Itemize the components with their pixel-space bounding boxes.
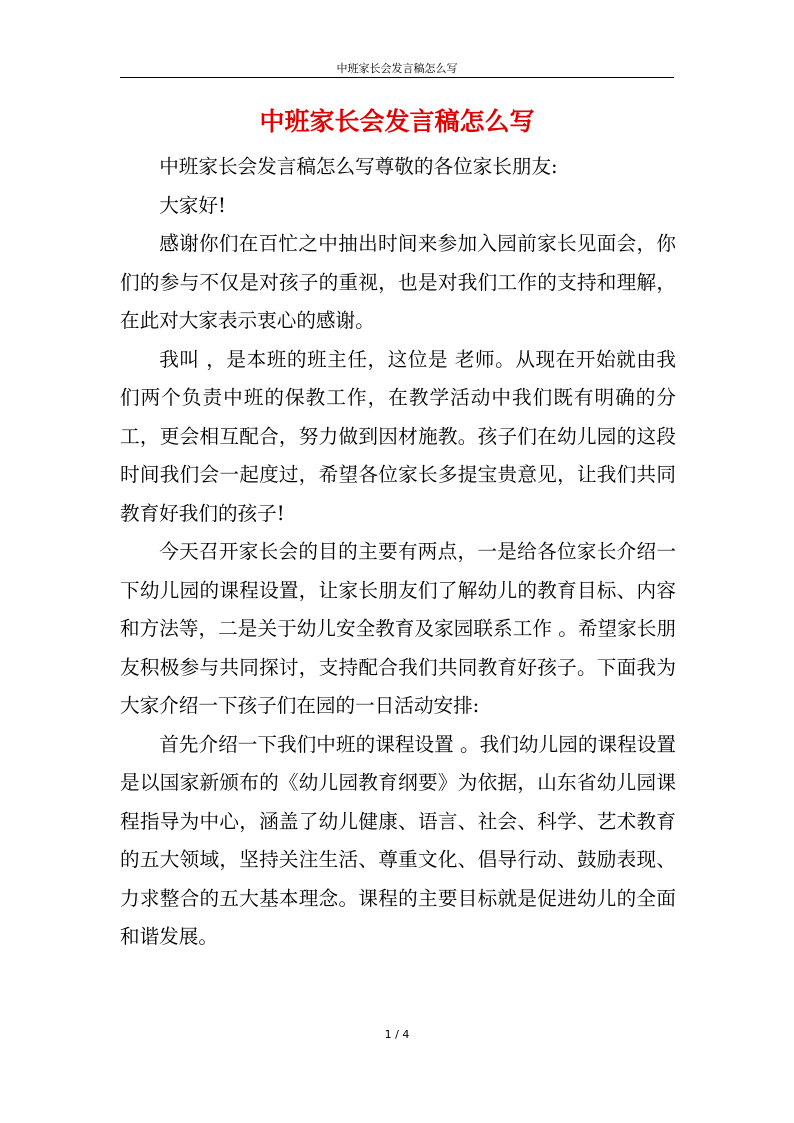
page-number: 1 / 4 xyxy=(384,1028,410,1041)
document-body xyxy=(120,148,676,957)
paragraph-thanks: 感谢你们在百忙之中抽出时间来参加入园前家长见面会，你们的参与不仅是对孩子的重视，也是对我们工作的支持和理解，在此对大家表示衷心的感谢。 xyxy=(120,232,676,332)
paragraph-greeting: 大家好! xyxy=(159,193,226,217)
paragraph-opening: 中班家长会发言稿怎么写尊敬的各位家长朋友: xyxy=(159,155,558,178)
paragraph-curriculum: 首先介绍一下我们中班的课程设置 。我们幼儿园的课程设置是以国家新颁布的《幼儿园教育纲要》为依据，山东省幼儿园课程指导为中心，涵盖了幼儿健康、语言、社会、科学、艺术教育的五大领域，坚持关注生活、尊重文化、倡导行动、鼓励表现、力求整合的五大基本理念。课程的主要目标就是促进幼儿的全面和谐发展。 xyxy=(120,732,676,948)
running-header: 中班家长会发言稿怎么写 xyxy=(336,62,458,75)
document-title: 中班家长会发言稿怎么写 xyxy=(259,107,535,136)
paragraph-introduction: 我叫 ，是本班的班主任，这位是 老师。从现在开始就由我们两个负责中班的保教工作，在教学活动中我们既有明确的分工，更会相互配合，努力做到因材施教。孩子们在幼儿园的这段时间我们会一起度过，希望各位家长多提宝贵意见，让我们共同教育好我们的孩子! xyxy=(120,347,676,525)
paragraph-purpose: 今天召开家长会的目的主要有两点，一是给各位家长介绍一下幼儿园的课程设置，让家长朋友们了解幼儿的教育目标、内容和方法等，二是关于幼儿安全教育及家园联系工作 。希望家长朋友积极参与共同探讨，支持配合我们共同教育好孩子。下面我为大家介绍一下孩子们在园的一日活动安排: xyxy=(120,540,676,717)
header-divider xyxy=(120,77,674,78)
